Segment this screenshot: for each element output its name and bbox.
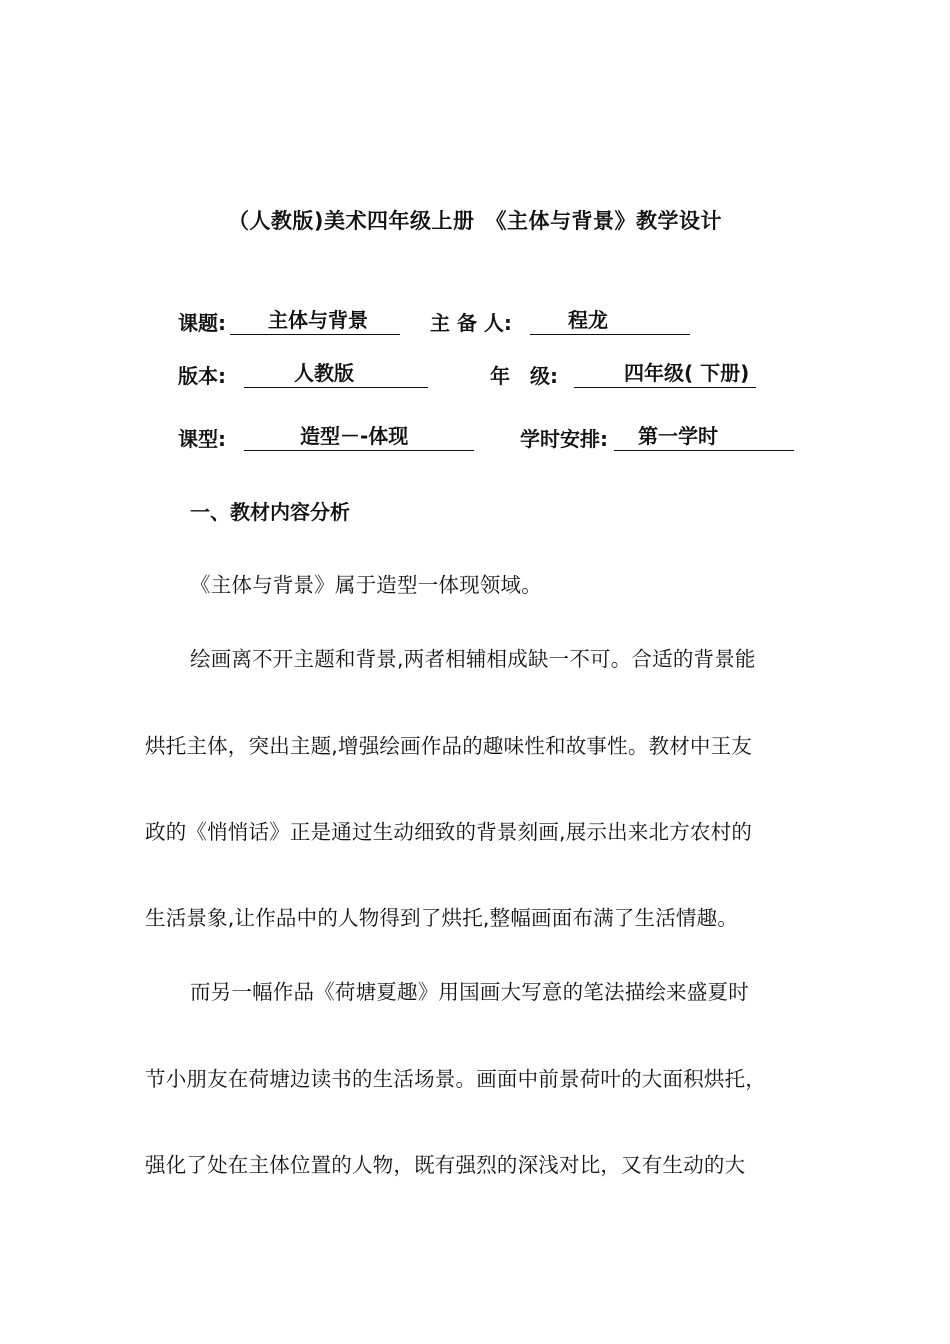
paragraph-line: 绘画离不开主题和背景,两者相辅相成缺一不可。合适的背景能 (190, 647, 756, 671)
paragraph-line: 节小朋友在荷塘边读书的生活场景。画面中前景荷叶的大面积烘托， (145, 1067, 766, 1091)
topic-label: 课题: (178, 311, 226, 335)
topic-value: 主体与背景 (268, 308, 368, 332)
paragraph-line: 生活景象,让作品中的人物得到了烘托,整幅画面布满了生活情趣。 (145, 906, 739, 930)
hours-field (614, 423, 794, 451)
paragraph-line: 《主体与背景》属于造型一体现领域。 (190, 573, 542, 597)
topic-field (230, 307, 400, 335)
type-label: 课型: (178, 427, 226, 451)
grade-field (574, 360, 756, 388)
hours-label: 学时安排: (520, 427, 608, 451)
hours-value: 第一学时 (638, 424, 718, 448)
paragraph-line: 而另一幅作品《荷塘夏趣》用国画大写意的笔法描绘来盛夏时 (190, 980, 749, 1004)
paragraph-line: 政的《悄悄话》正是通过生动细致的背景刻画,展示出来北方农村的 (145, 820, 753, 844)
grade-value: 四年级( 下册) (624, 361, 750, 385)
edition-label: 版本: (178, 364, 226, 388)
type-field (244, 423, 474, 451)
type-value: 造型－-体现 (300, 424, 409, 448)
edition-field (244, 360, 428, 388)
preparer-field (530, 307, 690, 335)
grade-label: 年 级: (490, 364, 558, 388)
paragraph-line: 烘托主体，突出主题,增强绘画作品的趣味性和故事性。教材中王友 (145, 734, 753, 758)
document-title: （人教版)美术四年级上册 《主体与背景》教学设计 (227, 209, 723, 233)
paragraph-line: 强化了处在主体位置的人物，既有强烈的深浅对比，又有生动的大 (145, 1153, 746, 1177)
section-heading: 一、教材内容分析 (190, 500, 350, 524)
preparer-value: 程龙 (568, 308, 608, 332)
edition-value: 人教版 (294, 361, 354, 385)
preparer-label: 主 备 人: (430, 311, 512, 335)
